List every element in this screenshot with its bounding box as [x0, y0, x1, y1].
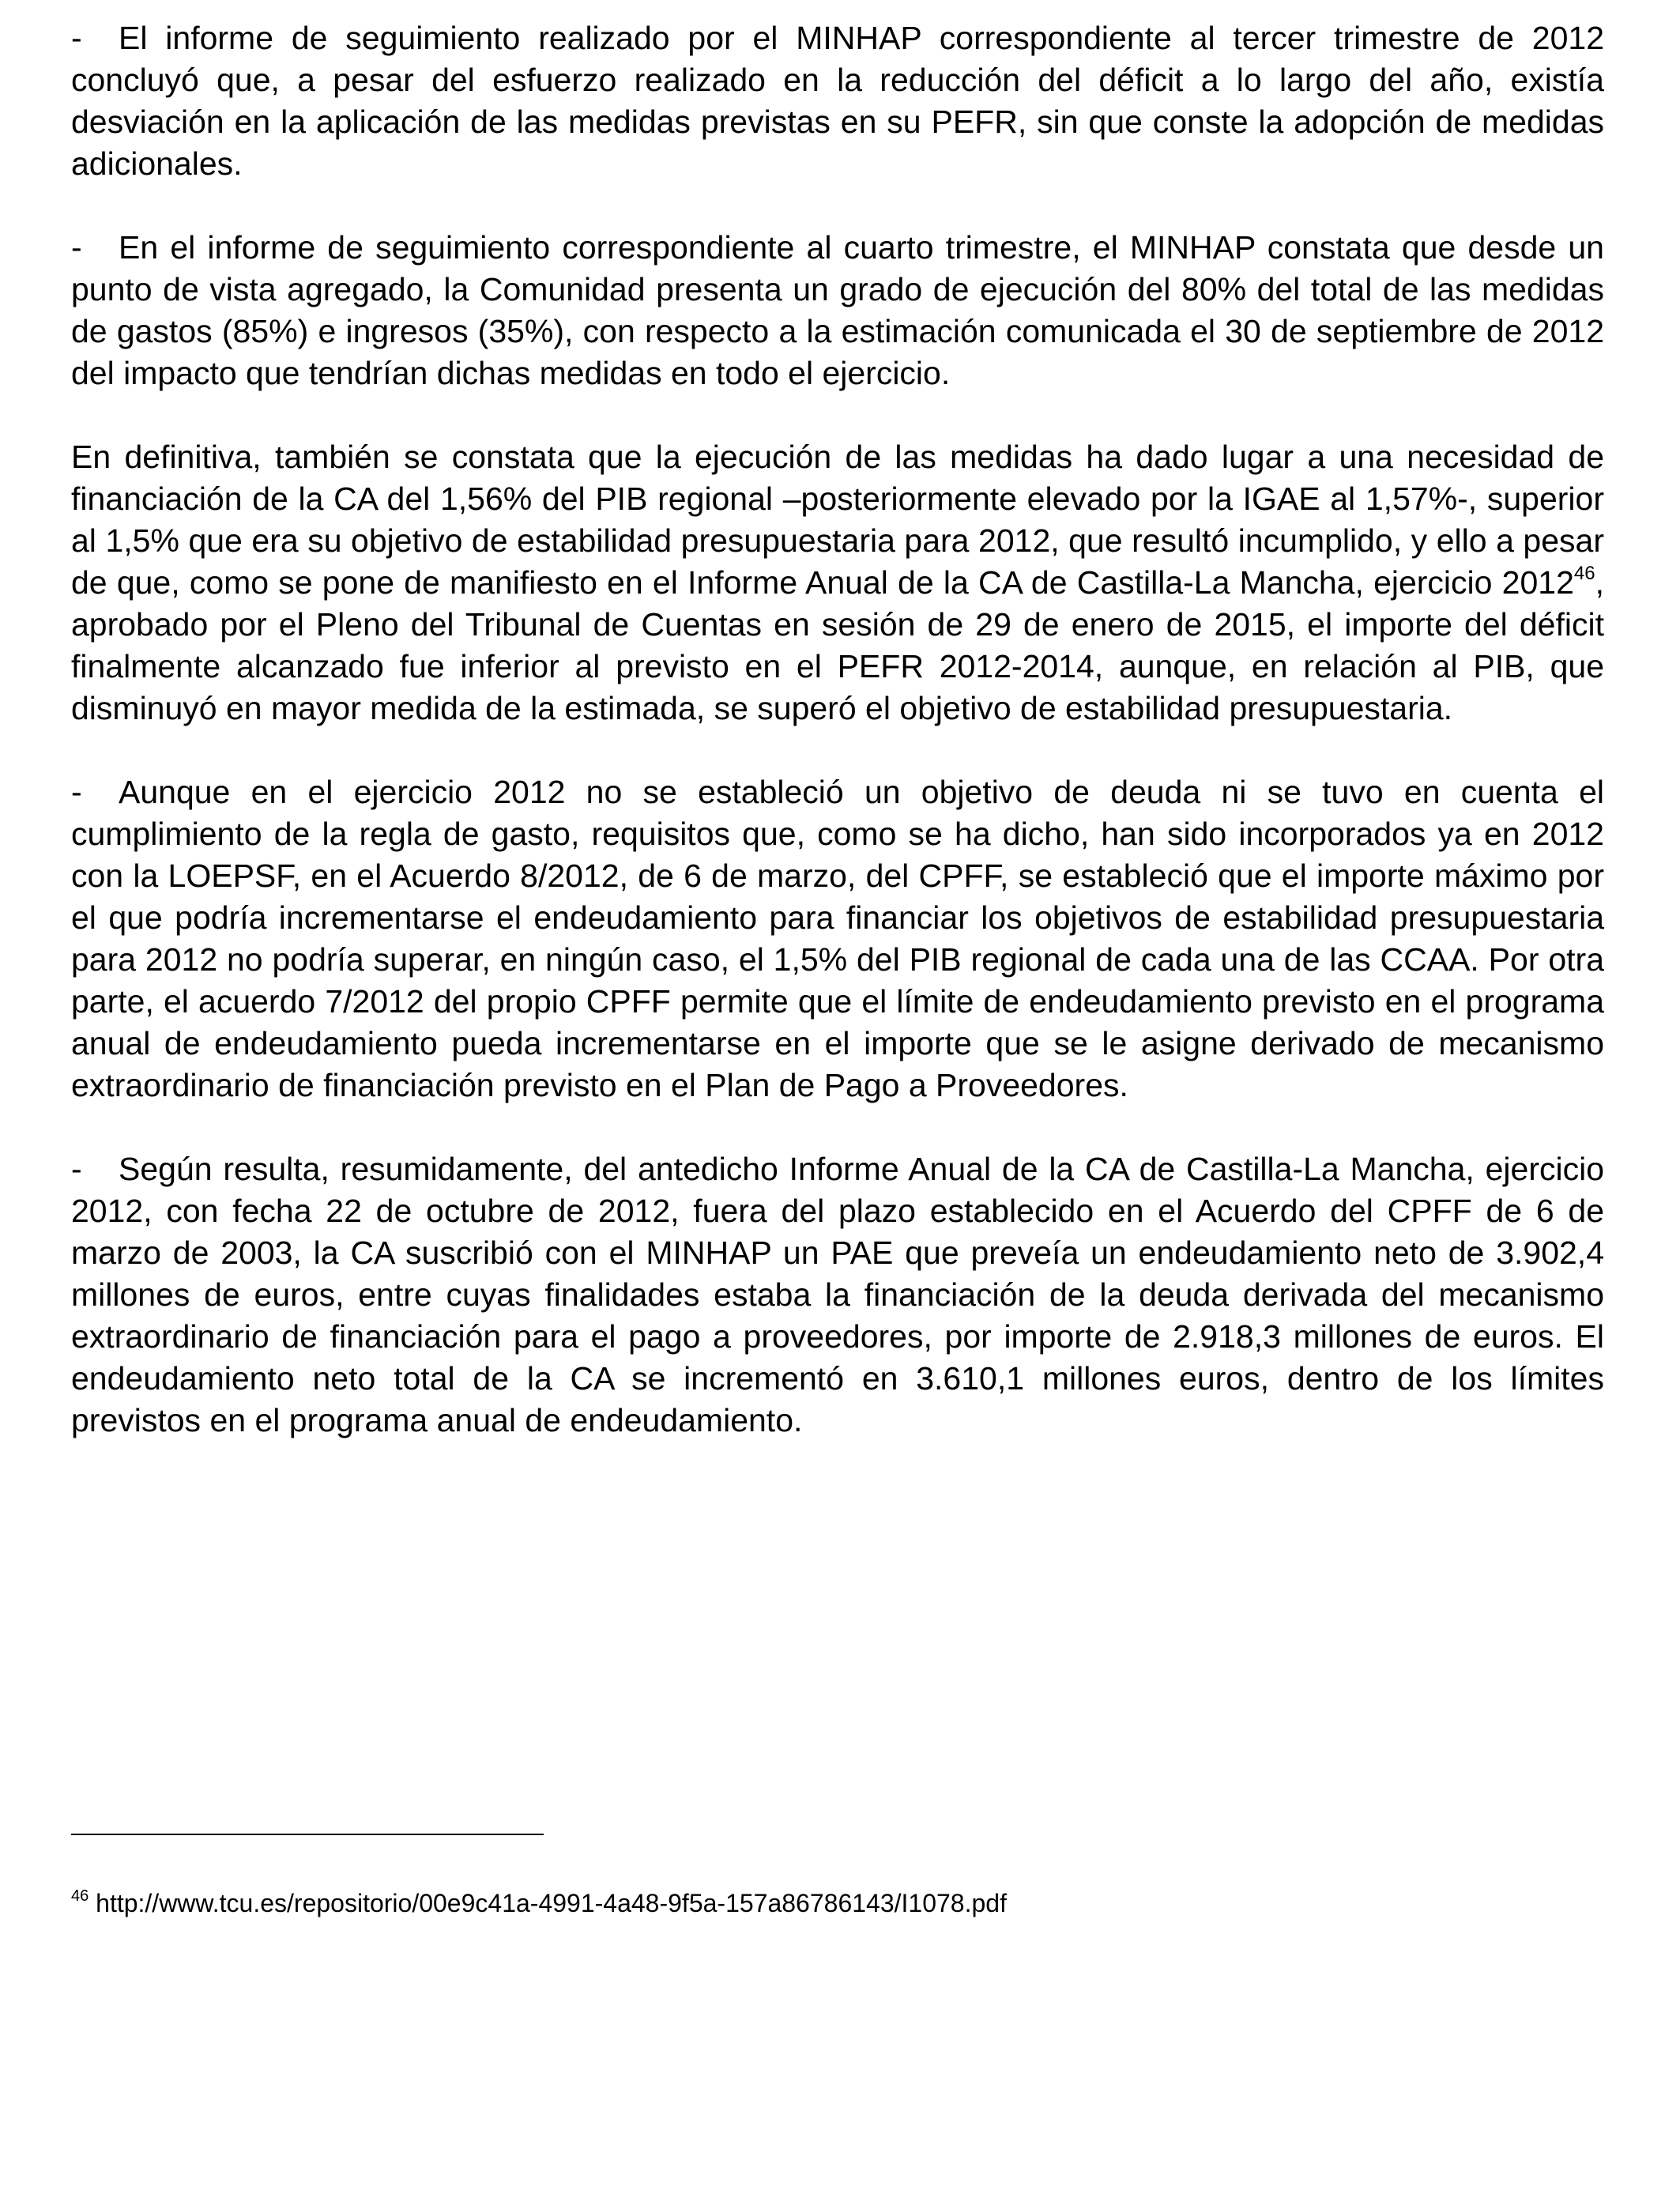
list-dash: - [71, 1151, 82, 1187]
footnote-number: 46 [71, 1887, 89, 1905]
footnote [71, 1887, 1007, 1919]
paragraph-text: El informe de seguimiento realizado por el MINHAP correspondiente al tercer trimestre de 2012 concluyó que, a pesar del esfuerzo realizado en la reducción del déficit a lo largo del año, existía desviación en la aplicación de las medidas previstas en su PEFR, sin que conste la adopción de medidas adicionales. [71, 20, 1604, 182]
footnote-reference[interactable]: 46 [1573, 563, 1595, 584]
document-body [71, 17, 1604, 1442]
list-dash: - [71, 774, 82, 810]
footnote-link[interactable]: http://www.tcu.es/repositorio/00e9c41a-4991-4a48-9f5a-157a86786143/I1078.pdf [96, 1889, 1007, 1917]
paragraph-text-continued: , aprobado por el Pleno del Tribunal de Cuentas en sesión de 29 de enero de 2015, el importe del déficit finalmente alcanzado fue inferior al previsto en el PEFR 2012-2014, aunque, en relación al PIB, que disminuyó en mayor medida de la estimada, se superó el objetivo de estabilidad presupuestaria. [71, 564, 1604, 726]
paragraph-text: En definitiva, también se constata que la ejecución de las medidas ha dado lugar a una necesidad de financiación de la CA del 1,56% del PIB regional –posteriormente elevado por la IGAE al 1,57%-, superior al 1,5% que era su objetivo de estabilidad presupuestaria para 2012, que resultó incumplido, y ello a pesar de que, como se pone de manifiesto en el Informe Anual de la CA de Castilla-La Mancha, ejercicio 2012 [71, 439, 1604, 601]
paragraph-text: Según resulta, resumidamente, del antedicho Informe Anual de la CA de Castilla-La Mancha, ejercicio 2012, con fecha 22 de octubre de 2012, fuera del plazo establecido en el Acuerdo del CPFF de 6 de marzo de 2003, la CA suscribió con el MINHAP un PAE que preveía un endeudamiento neto de 3.902,4 millones de euros, entre cuyas finalidades estaba la financiación de la deuda derivada del mecanismo extraordinario de financiación para el pago a proveedores, por importe de 2.918,3 millones de euros. El endeudamiento neto total de la CA se incrementó en 3.610,1 millones euros, dentro de los límites previstos en el programa anual de endeudamiento. [71, 1151, 1604, 1438]
paragraph-text: En el informe de seguimiento correspondiente al cuarto trimestre, el MINHAP constata que desde un punto de vista agregado, la Comunidad presenta un grado de ejecución del 80% del total de las medidas de gastos (85%) e ingresos (35%), con respecto a la estimación comunicada el 30 de septiembre de 2012 del impacto que tendrían dichas medidas en todo el ejercicio. [71, 229, 1604, 391]
paragraph-third-quarter-report [71, 17, 1604, 185]
paragraph-annual-report-summary [71, 1148, 1604, 1442]
list-dash: - [71, 20, 82, 56]
paragraph-conclusion [71, 436, 1604, 729]
footnote-separator [71, 1834, 544, 1835]
list-dash: - [71, 229, 82, 266]
paragraph-fourth-quarter-report [71, 227, 1604, 394]
paragraph-debt-objective [71, 771, 1604, 1106]
paragraph-text: Aunque en el ejercicio 2012 no se estableció un objetivo de deuda ni se tuvo en cuenta el cumplimiento de la regla de gasto, requisitos que, como se ha dicho, han sido incorporados ya en 2012 con la LOEPSF, en el Acuerdo 8/2012, de 6 de marzo, del CPFF, se estableció que el importe máximo por el que podría incrementarse el endeudamiento para financiar los objetivos de estabilidad presupuestaria para 2012 no podría superar, en ningún caso, el 1,5% del PIB regional de cada una de las CCAA. Por otra parte, el acuerdo 7/2012 del propio CPFF permite que el límite de endeudamiento previsto en el programa anual de endeudamiento pueda incrementarse en el importe que se le asigne derivado de mecanismo extraordinario de financiación previsto en el Plan de Pago a Proveedores. [71, 774, 1604, 1103]
